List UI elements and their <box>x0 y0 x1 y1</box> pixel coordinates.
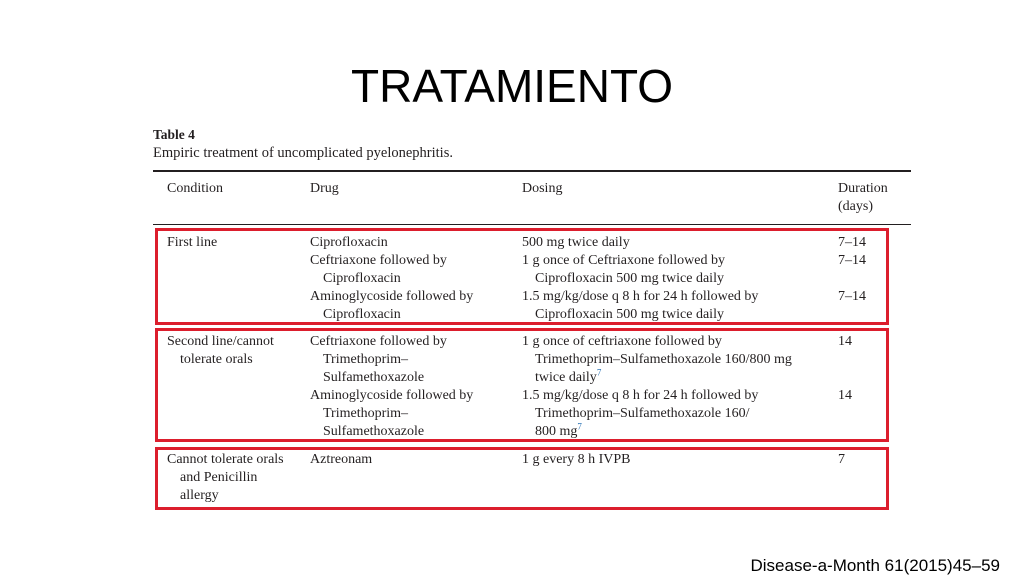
reference-link[interactable]: 7 <box>596 367 602 378</box>
slide-title: TRATAMIENTO <box>351 60 673 112</box>
group-3-condition-continuation: and Penicillin <box>180 470 258 485</box>
dosing-cell-continuation: Ciprofloxacin 500 mg twice daily <box>535 307 724 322</box>
header-drug: Drug <box>310 181 339 196</box>
group-3-condition: Cannot tolerate orals <box>167 452 284 467</box>
duration-cell: 7–14 <box>838 289 866 304</box>
dosing-cell: 500 mg twice daily <box>522 235 630 250</box>
header-duration: Duration <box>838 181 888 196</box>
table-caption: Empiric treatment of uncomplicated pyelonephritis. <box>153 145 453 161</box>
duration-cell: 14 <box>838 334 852 349</box>
pyelonephritis-treatment-table <box>153 126 911 503</box>
drug-cell-continuation: Trimethoprim– <box>323 406 409 421</box>
duration-cell: 7 <box>838 452 845 467</box>
drug-cell-continuation: Ciprofloxacin <box>323 307 401 322</box>
drug-cell-continuation: Sulfamethoxazole <box>323 424 425 439</box>
table-header-rule <box>153 224 911 225</box>
drug-cell: Aminoglycoside followed by <box>310 388 474 403</box>
group-2-condition: Second line/cannot <box>167 334 274 349</box>
dosing-cell: 1 g once of ceftriaxone followed by <box>522 334 722 349</box>
dosing-cell-continuation: Ciprofloxacin 500 mg twice daily <box>535 271 724 286</box>
dosing-cell: 1 g every 8 h IVPB <box>522 452 631 467</box>
duration-cell: 14 <box>838 388 852 403</box>
source-citation: Disease-a-Month 61(2015)45–59 <box>750 556 1000 575</box>
header-condition: Condition <box>167 181 224 196</box>
second-line-highlight-box <box>155 328 889 442</box>
dosing-cell-continuation: Trimethoprim–Sulfamethoxazole 160/800 mg <box>535 352 792 367</box>
drug-cell: Ceftriaxone followed by <box>310 334 447 349</box>
drug-cell-continuation: Ciprofloxacin <box>323 271 401 286</box>
drug-cell: Aminoglycoside followed by <box>310 289 474 304</box>
drug-cell: Ceftriaxone followed by <box>310 253 447 268</box>
group-1-condition: First line <box>167 235 218 250</box>
dosing-cell: 1.5 mg/kg/dose q 8 h for 24 h followed by <box>522 289 759 304</box>
drug-cell: Ciprofloxacin <box>310 235 388 250</box>
first-line-highlight-box <box>155 228 889 325</box>
table-top-rule <box>153 170 911 172</box>
table-number: Table 4 <box>153 127 195 142</box>
header-duration-unit: (days) <box>838 199 873 214</box>
drug-cell-continuation: Sulfamethoxazole <box>323 370 425 385</box>
dosing-text: 800 mg <box>535 424 578 439</box>
dosing-cell-continuation: Trimethoprim–Sulfamethoxazole 160/ <box>535 406 750 421</box>
group-2-condition-continuation: tolerate orals <box>180 352 253 367</box>
dosing-text: twice daily <box>535 370 597 385</box>
drug-cell-continuation: Trimethoprim– <box>323 352 409 367</box>
reference-link[interactable]: 7 <box>577 421 582 432</box>
duration-cell: 7–14 <box>838 235 866 250</box>
dosing-cell: 1 g once of Ceftriaxone followed by <box>522 253 725 268</box>
dosing-cell: 1.5 mg/kg/dose q 8 h for 24 h followed by <box>522 388 759 403</box>
header-dosing: Dosing <box>522 181 563 196</box>
group-3-condition-continuation: allergy <box>180 488 219 503</box>
duration-cell: 7–14 <box>838 253 866 268</box>
penicillin-allergy-highlight-box <box>155 447 889 510</box>
drug-cell: Aztreonam <box>310 452 373 467</box>
